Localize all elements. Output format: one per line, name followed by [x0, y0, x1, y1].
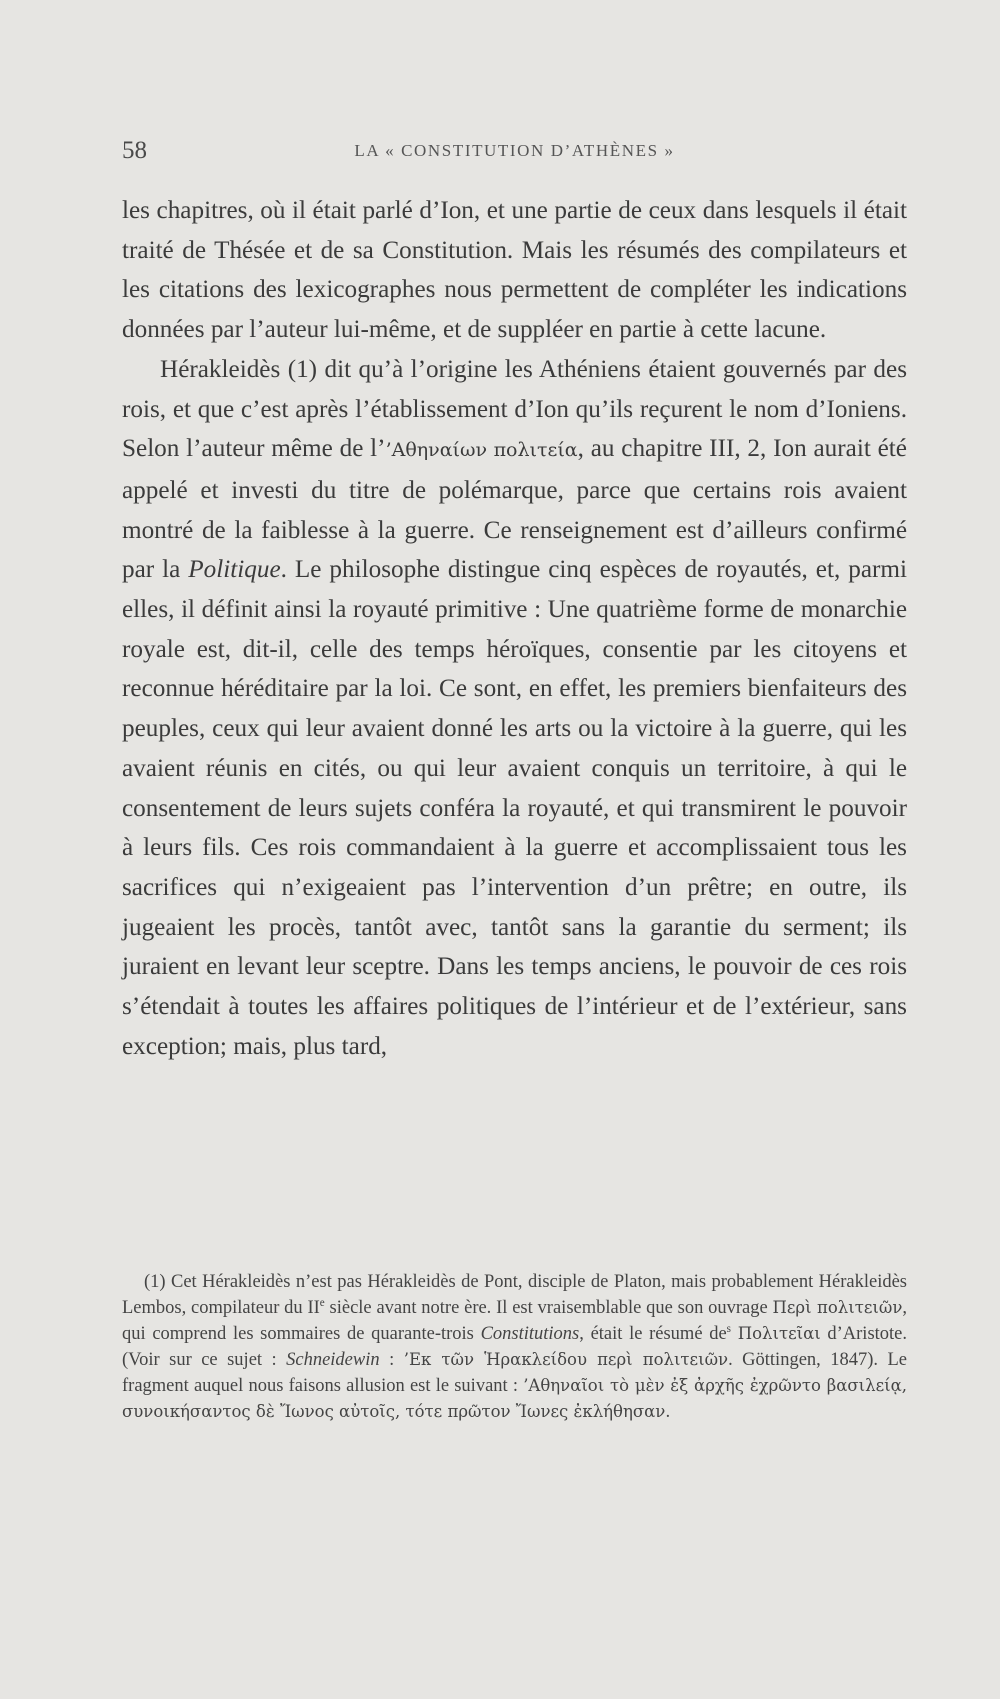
footnote-greek-1: Περὶ πολιτειῶν	[772, 1298, 903, 1317]
footnote-text-h: . Göttingen, 1847). Le fragment auquel nous faisons allusion est le suivant :	[122, 1350, 908, 1396]
footnote-text-a: (1) Cet Hérakleidès n’est pas Hérakleidès de Pont, disciple de Platon, mais probablement Hérakleidès Lembos, compilateur du II	[122, 1272, 907, 1318]
footnote-greek-2: Πολιτεῖαι	[737, 1324, 821, 1343]
footnote-text-d: , était le résumé de	[579, 1324, 727, 1344]
running-title: LA « CONSTITUTION D’ATHÈNES »	[354, 141, 675, 160]
footnote-text-e	[731, 1324, 738, 1344]
paragraph-2	[122, 350, 907, 1067]
footnote-text-b: siècle avant notre ère. Il est vraisemblable que son ouvrage	[324, 1298, 773, 1318]
footnote-emphasis-2: Schneidewin	[286, 1350, 380, 1370]
footnote-greek-3: ’Εκ τῶν Ἡρακλείδου περὶ πολιτειῶν	[403, 1350, 729, 1369]
page-header	[122, 137, 907, 169]
paragraph-2-part-c: . Le philosophe distingue cinq espèces de royautés, et, parmi elles, il définit ainsi la royauté primitive : Une quatrième forme de monarchie royale est, dit-il, celle des temps héroïques, consentie par les citoyens et reconnue héréditaire par la loi. Ce sont, en effet, les premiers bienfaiteurs des peuples, ceux qui leur avaient donné les arts ou la victoire à la guerre, qui les avaient réunis en cités, ou qui leur avaient conquis un territoire, à qui le consentement de leurs sujets conféra la royauté, et qui transmirent le pouvoir à leurs fils. Ces rois commandaient à la guerre et accomplissaient tous les sacrifices qui n’exigeaient pas l’intervention d’un prêtre; en outre, ils jugeaient les procès, tantôt avec, tantôt sans la garantie du serment; ils juraient en levant leur sceptre. Dans les temps anciens, le pouvoir de ces rois s’étendait à toutes les affaires politiques de l’intérieur et de l’extérieur, sans exception; mais, plus tard,	[122, 556, 907, 1060]
paragraph-2-part-a: Hérakleidès (1) dit qu’à l’origine les Athéniens étaient gouvernés par des rois, et que c’est après l’établissement d’Ion qu’ils reçurent le nom d’Ioniens. Selon l’auteur même de l’	[122, 355, 907, 463]
footnote-greek-4: ’Αθηναῖοι τὸ μὲν ἐξ ἀρχῆς ἐχρῶντο βασιλείᾳ, συνοικήσαντος δὲ Ἴωνος αὐτοῖς, τότε πρῶτον Ἴωνες ἐκλήθησαν.	[122, 1376, 908, 1421]
footnote	[122, 1270, 907, 1425]
paragraph-1: les chapitres, où il était parlé d’Ion, et une partie de ceux dans lesquels il était traité de Thésée et de sa Constitution. Mais les résumés des compilateurs et les citations des lexicographes nous permettent de compléter les indications données par l’auteur lui-même, et de suppléer en partie à cette lacune.	[122, 197, 907, 344]
politique-title: Politique	[188, 556, 281, 584]
footnote-text-g: :	[379, 1350, 404, 1370]
footnote-emphasis-1: Constitutions	[480, 1324, 580, 1344]
paragraph-2-part-b: , au chapitre III, 2, Ion aurait été appelé et investi du titre de polémarque, parce que certains rois avaient montré de la faiblesse à la guerre. Ce renseignement est d’ailleurs confirmé par la	[122, 435, 907, 584]
footnote-superscript-2: s	[726, 1322, 731, 1335]
footnote-paragraph	[122, 1270, 907, 1425]
footnote-superscript-1: e	[319, 1296, 325, 1309]
greek-title: ’Αθηναίων πολιτεία	[385, 439, 578, 462]
body-text	[122, 191, 907, 1066]
footnote-text-c: , qui comprend les sommaires de quarante-trois	[122, 1298, 907, 1344]
footnote-text-f: d’Aristote. (Voir sur ce sujet :	[122, 1324, 908, 1370]
page-number: 58	[122, 137, 147, 164]
